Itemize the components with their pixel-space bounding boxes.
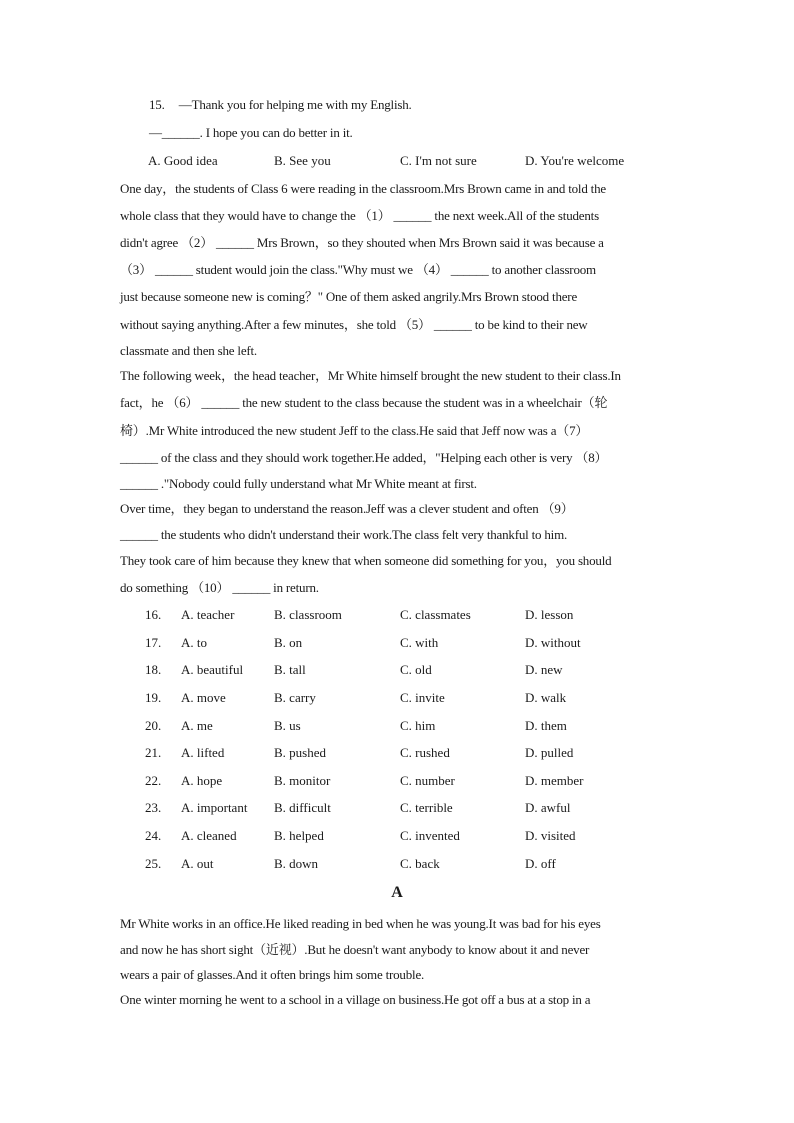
passage-line: The following week，the head teacher，Mr White himself brought the new student to their class.In	[120, 368, 621, 383]
option-c: C. number	[400, 773, 455, 788]
option-d: D. without	[525, 635, 581, 650]
q15-prompt: —Thank you for helping me with my English.	[178, 97, 412, 112]
q15-number: 15.	[149, 97, 165, 112]
passage-line: whole class that they would have to change the （1） ______ the next week.All of the students	[120, 208, 599, 223]
option-a: A. teacher	[181, 607, 235, 622]
option-d: D. visited	[525, 828, 576, 843]
option-d: D. them	[525, 718, 567, 733]
option-b: B. us	[274, 718, 301, 733]
option-c: C. terrible	[400, 800, 453, 815]
question-number: 23.	[145, 800, 162, 815]
question-number: 17.	[145, 635, 162, 650]
option-d: D. walk	[525, 690, 567, 705]
question-number: 20.	[145, 718, 162, 733]
passage-line: 椅）.Mr White introduced the new student Jeff to the class.He said that Jeff now was a（7）	[120, 423, 589, 438]
option-d: D. lesson	[525, 607, 574, 622]
passage-line: One winter morning he went to a school in a village on business.He got off a bus at a stop in a	[120, 992, 591, 1007]
option-b: B. pushed	[274, 745, 326, 760]
question-number: 16.	[145, 607, 162, 622]
option-d: D. pulled	[525, 745, 574, 760]
passage-line: They took care of him because they knew that when someone did something for you，you should	[120, 553, 612, 568]
passage-line: wears a pair of glasses.And it often brings him some trouble.	[120, 967, 425, 982]
passage-line: One day，the students of Class 6 were reading in the classroom.Mrs Brown came in and told the	[120, 181, 606, 196]
q15-option-c: C. I'm not sure	[400, 153, 477, 168]
option-c: C. with	[400, 635, 439, 650]
q15-option-a: A. Good idea	[148, 153, 218, 168]
option-c: C. invite	[400, 690, 445, 705]
question-number: 25.	[145, 856, 162, 871]
passage-line: Mr White works in an office.He liked reading in bed when he was young.It was bad for his eyes	[120, 916, 601, 931]
question-number: 22.	[145, 773, 162, 788]
passage-line: didn't agree （2） ______ Mrs Brown，so they shouted when Mrs Brown said it was because a	[120, 235, 604, 250]
option-d: D. new	[525, 662, 563, 677]
option-a: A. out	[181, 856, 214, 871]
option-a: A. move	[181, 690, 226, 705]
option-b: B. carry	[274, 690, 316, 705]
question-number: 19.	[145, 690, 162, 705]
passage-line: ______ ."Nobody could fully understand what Mr White meant at first.	[120, 476, 477, 491]
option-b: B. difficult	[274, 800, 331, 815]
q15-option-b: B. See you	[274, 153, 331, 168]
option-a: A. cleaned	[181, 828, 237, 843]
passage-line: （3） ______ student would join the class."Why must we （4） ______ to another classroom	[120, 262, 596, 277]
option-a: A. me	[181, 718, 213, 733]
option-c: C. invented	[400, 828, 460, 843]
q15-answer-line: —______. I hope you can do better in it.	[149, 125, 353, 140]
option-d: D. awful	[525, 800, 571, 815]
option-b: B. down	[274, 856, 319, 871]
option-a: A. lifted	[181, 745, 225, 760]
option-c: C. rushed	[400, 745, 450, 760]
option-b: B. helped	[274, 828, 324, 843]
q15-prompt-row	[149, 97, 412, 113]
option-c: C. old	[400, 662, 432, 677]
option-b: B. monitor	[274, 773, 331, 788]
question-number: 21.	[145, 745, 162, 760]
option-a: A. beautiful	[181, 662, 244, 677]
option-b: B. tall	[274, 662, 306, 677]
passage-line: classmate and then she left.	[120, 343, 257, 358]
option-c: C. him	[400, 718, 436, 733]
option-c: C. back	[400, 856, 440, 871]
option-a: A. to	[181, 635, 207, 650]
question-number: 24.	[145, 828, 162, 843]
section-heading: A	[391, 884, 403, 901]
option-b: B. on	[274, 635, 303, 650]
option-c: C. classmates	[400, 607, 471, 622]
option-a: A. hope	[181, 773, 223, 788]
question-number: 18.	[145, 662, 162, 677]
option-a: A. important	[181, 800, 248, 815]
passage-line: without saying anything.After a few minutes，she told （5） ______ to be kind to their new	[120, 317, 588, 332]
passage-line: and now he has short sight（近视）.But he doesn't want anybody to know about it and never	[120, 942, 590, 957]
passage-line: fact，he （6） ______ the new student to the class because the student was in a wheelchair（轮	[120, 395, 608, 410]
passage-line: do something （10） ______ in return.	[120, 580, 319, 595]
passage-line: ______ of the class and they should work together.He added，"Helping each other is very （8）	[120, 450, 608, 465]
option-d: D. member	[525, 773, 584, 788]
passage-line: ______ the students who didn't understand their work.The class felt very thankful to him.	[120, 527, 568, 542]
option-b: B. classroom	[274, 607, 342, 622]
passage-line: just because someone new is coming？" One of them asked angrily.Mrs Brown stood there	[120, 289, 578, 304]
q15-option-d: D. You're welcome	[525, 153, 625, 168]
option-d: D. off	[525, 856, 556, 871]
passage-line: Over time，they began to understand the reason.Jeff was a clever student and often （9）	[120, 501, 574, 516]
